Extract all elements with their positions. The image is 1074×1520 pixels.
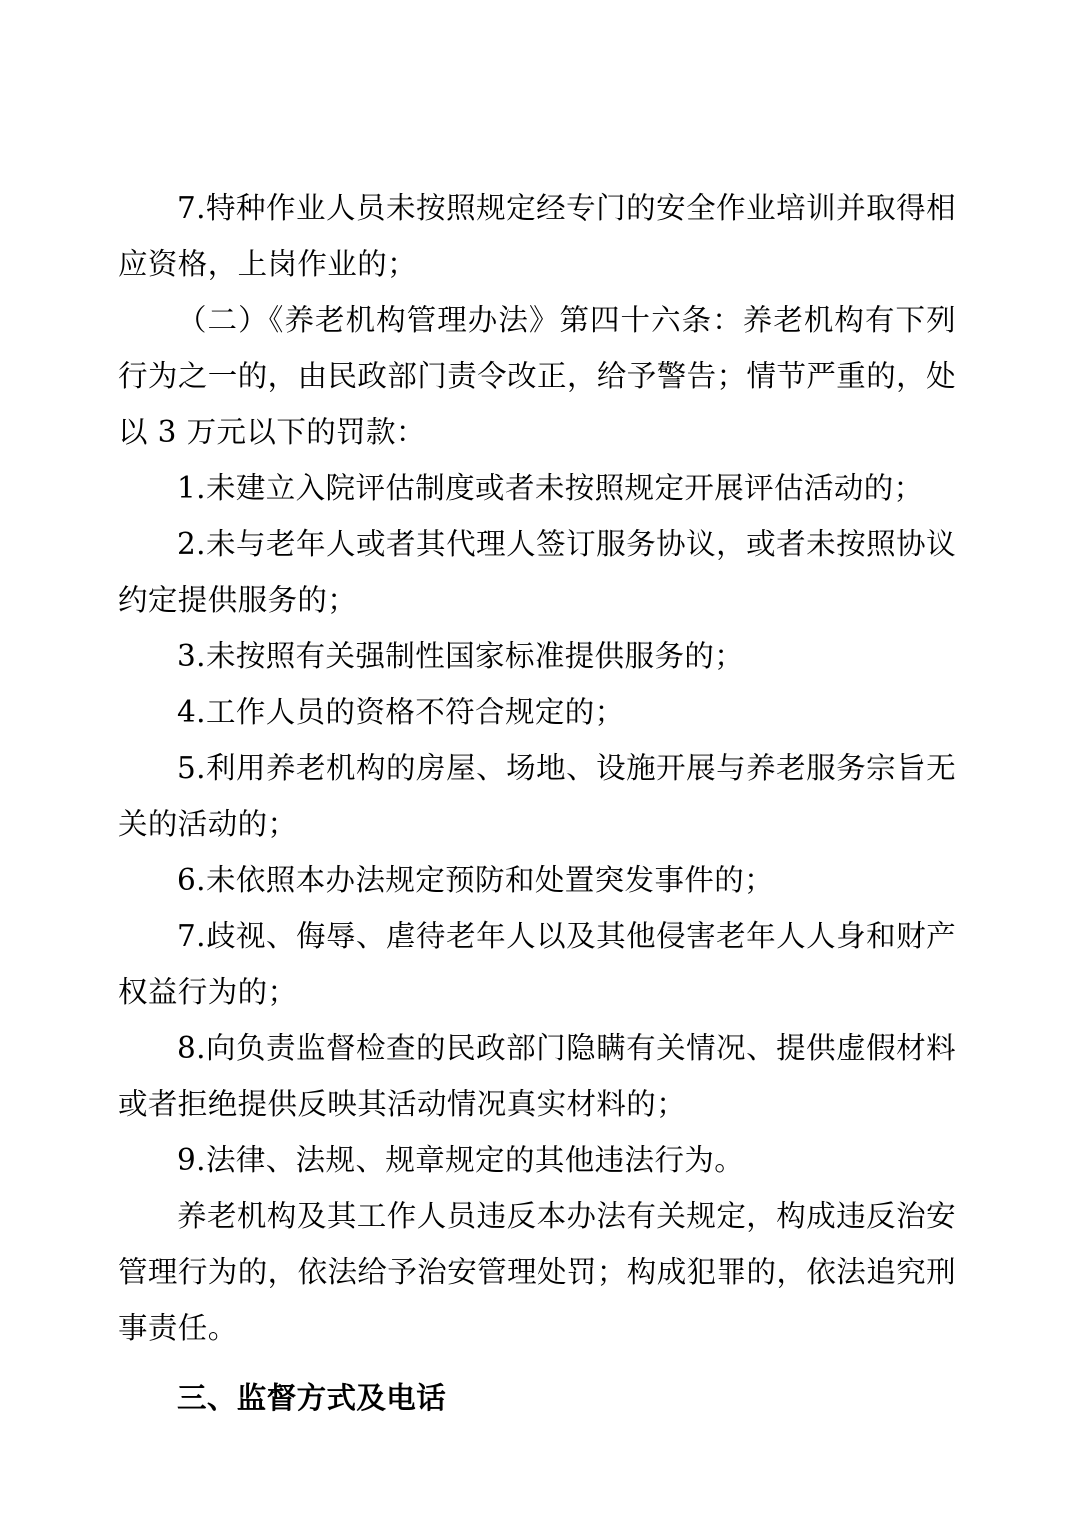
paragraph: 6.未依照本办法规定预防和处置突发事件的； <box>177 863 775 897</box>
paragraph: 养老机构及其工作人员违反本办法有关规定，构成违反治安管理行为的，依法给予治安管理处罚；构成犯罪的，依法追究刑事责任。 <box>118 1199 956 1345</box>
paragraph: 8.向负责监督检查的民政部门隐瞒有关情况、提供虚假材料或者拒绝提供反映其活动情况真实材料的； <box>118 1031 956 1121</box>
paragraph: 2.未与老年人或者其代理人签订服务协议，或者未按照协议约定提供服务的； <box>118 527 956 617</box>
paragraph: （二）《养老机构管理办法》第四十六条：养老机构有下列行为之一的，由民政部门责令改正，给予警告；情节严重的，处以 3 万元以下的罚款： <box>118 303 956 449</box>
paragraph: 3.未按照有关强制性国家标准提供服务的； <box>177 639 745 673</box>
paragraph: 5.利用养老机构的房屋、场地、设施开展与养老服务宗旨无关的活动的； <box>118 751 956 841</box>
paragraph: 7.歧视、侮辱、虐待老年人以及其他侵害老年人人身和财产权益行为的； <box>118 919 956 1009</box>
paragraph: 7.特种作业人员未按照规定经专门的安全作业培训并取得相应资格，上岗作业的； <box>118 191 956 281</box>
document-body <box>118 180 956 1426</box>
paragraph: 4.工作人员的资格不符合规定的； <box>177 695 625 729</box>
paragraph: 9.法律、法规、规章规定的其他违法行为。 <box>177 1143 745 1177</box>
section-spacer <box>118 1356 956 1370</box>
section-heading: 三、监督方式及电话 <box>177 1380 447 1415</box>
paragraph: 1.未建立入院评估制度或者未按照规定开展评估活动的； <box>177 471 924 505</box>
